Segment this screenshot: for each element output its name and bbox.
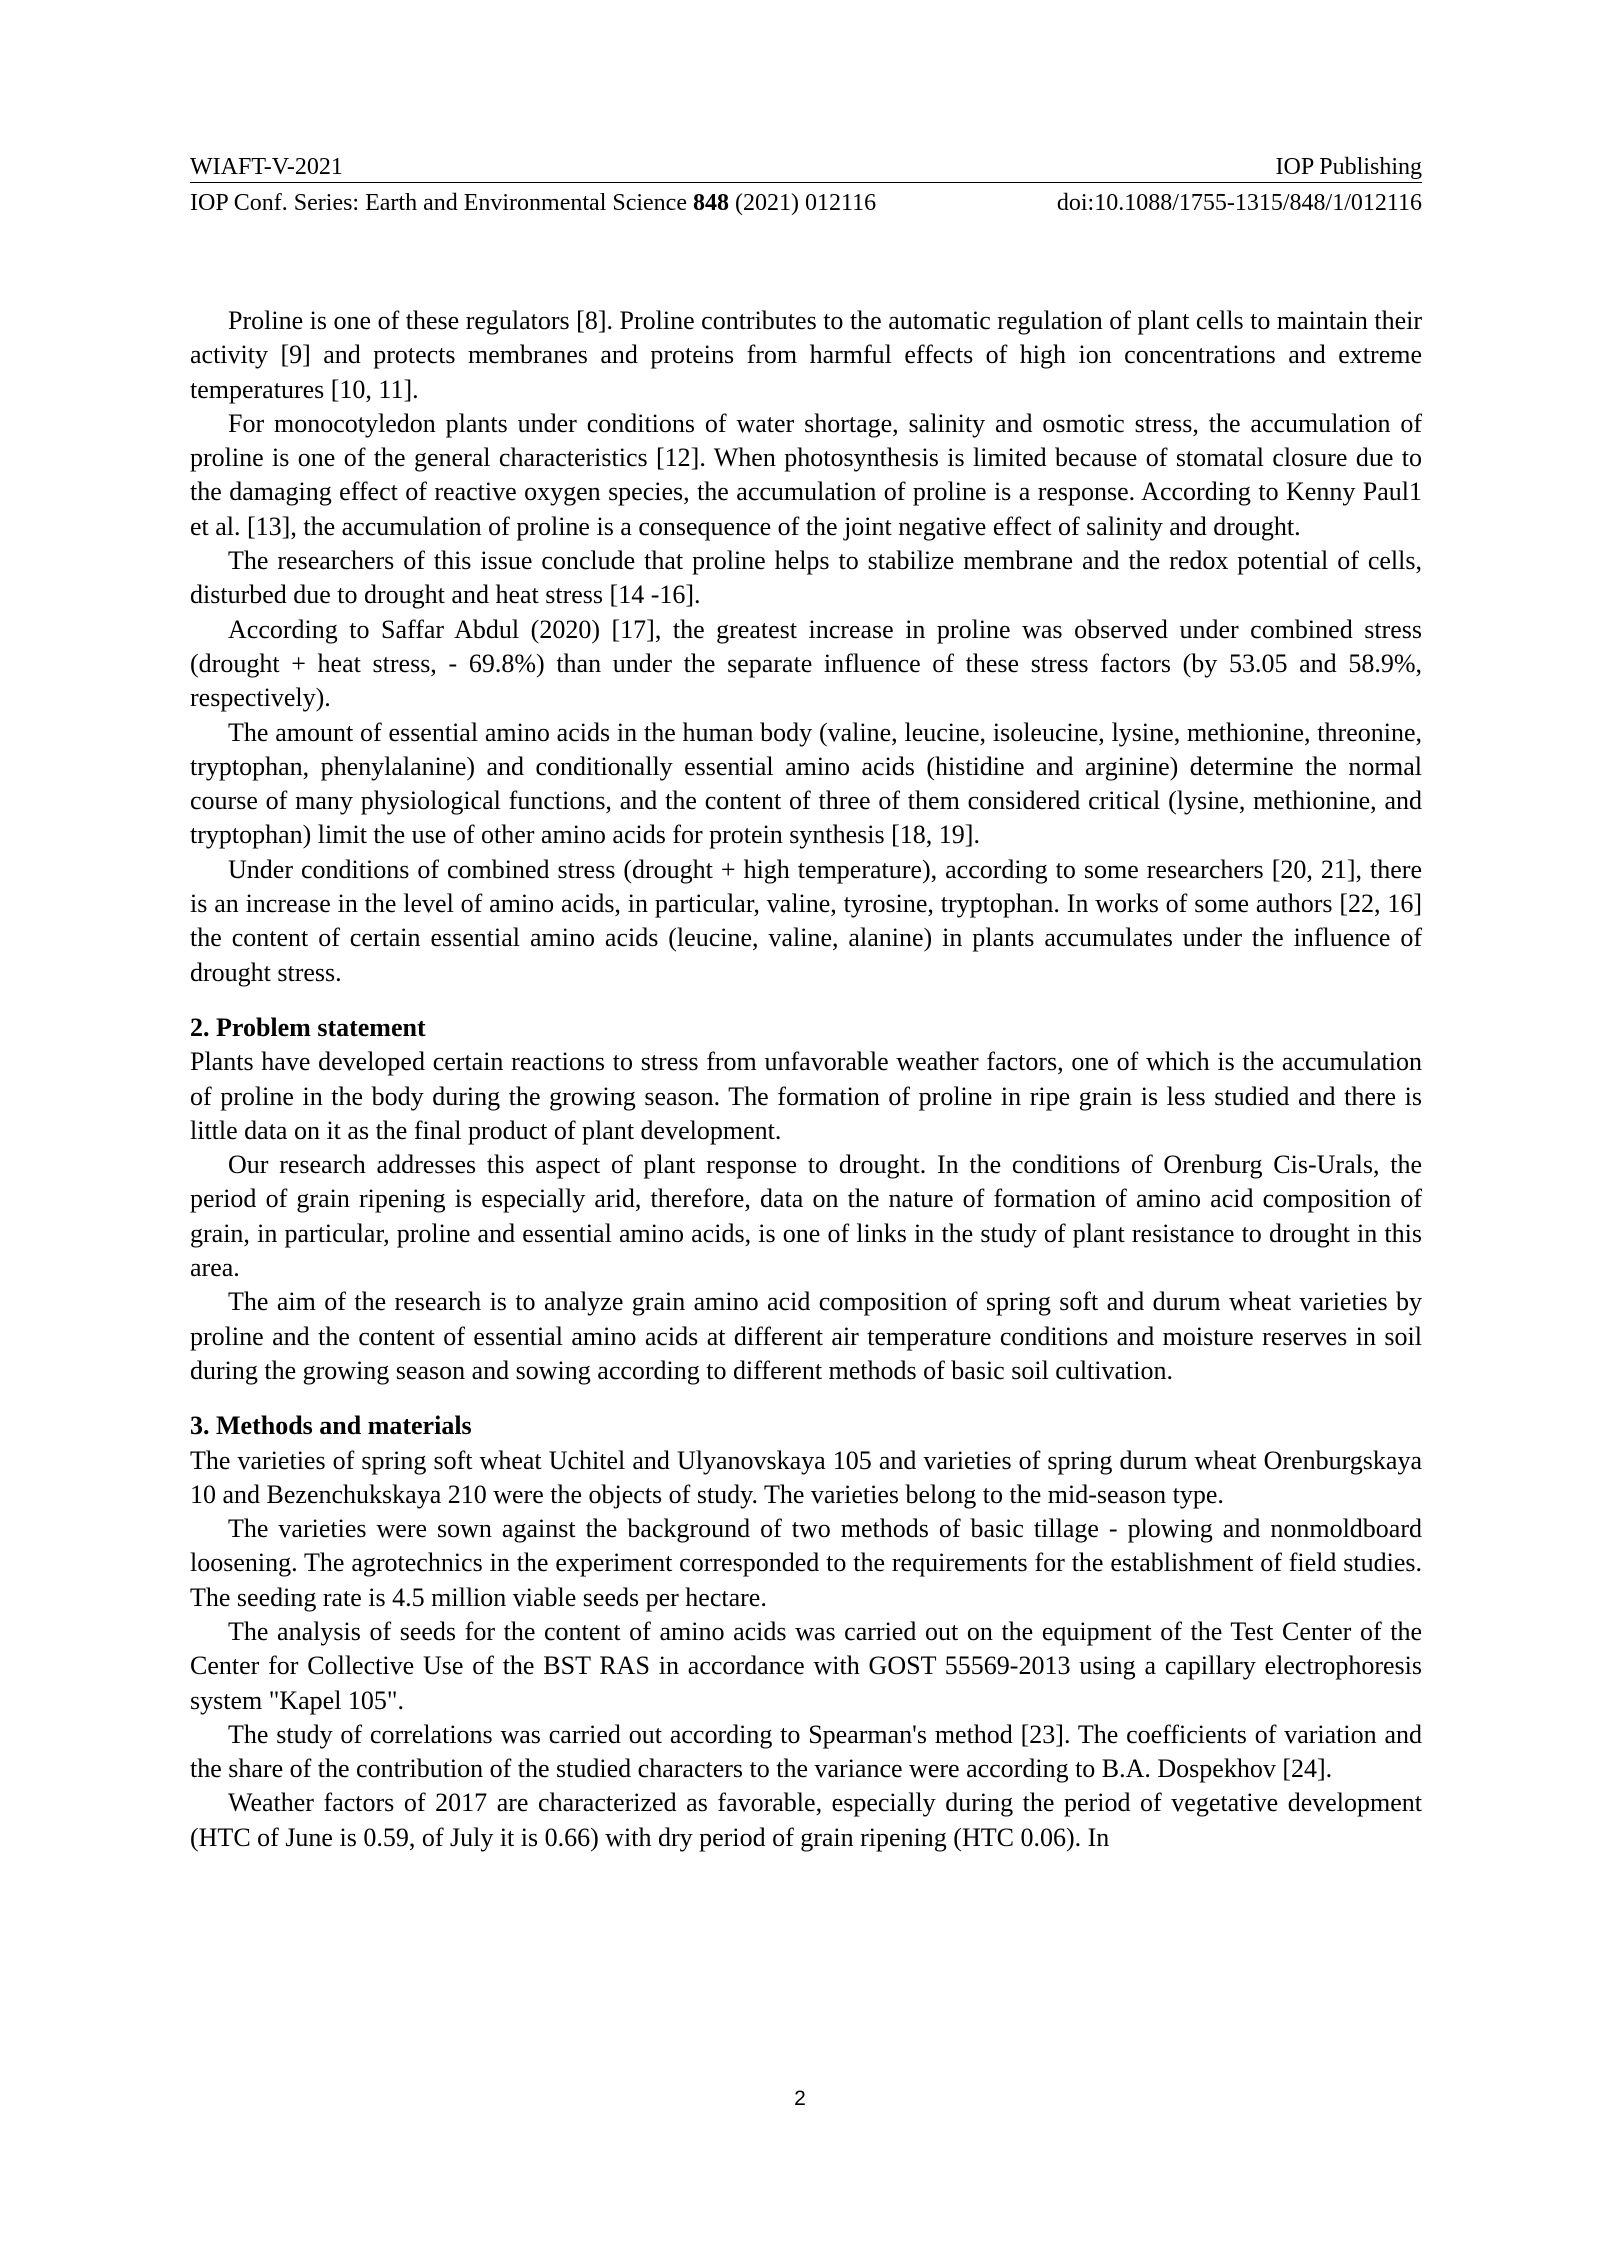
paragraph: The amount of essential amino acids in the human body (valine, leucine, isoleucine, lysine, methionine, threonine, tryptophan, phenylalanine) and conditionally essential amino acids (histidine and arginine) determine the normal course of many physiological functions, and the content of three of them considered critical (lysine, methionine, and tryptophan) limit the use of other amino acids for protein synthesis [18, 19]. bbox=[190, 717, 1422, 850]
paragraph: The aim of the research is to analyze grain amino acid composition of spring soft and durum wheat varieties by proline and the content of essential amino acids at different air temperature conditions and moisture reserves in soil during the growing season and sowing according to different methods of basic soil cultivation. bbox=[190, 1287, 1422, 1385]
paragraph: For monocotyledon plants under conditions of water shortage, salinity and osmotic stress, the accumulation of proline is one of the general characteristics [12]. When photosynthesis is limited because of stomatal closure due to the damaging effect of reactive oxygen species, the accumulation of proline is a response. According to Kenny Paul1 et al. [13], the accumulation of proline is a consequence of the joint negative effect of salinity and drought. bbox=[190, 408, 1422, 541]
running-header-top bbox=[190, 150, 1422, 183]
series-name: IOP Conf. Series: Earth and Environmental Science bbox=[190, 190, 693, 216]
section-heading-methods-and-materials: 3. Methods and materials bbox=[190, 1411, 472, 1441]
body-text bbox=[190, 304, 1422, 1855]
paragraph: The varieties were sown against the background of two methods of basic tillage - plowing and nonmoldboard loosening. The agrotechnics in the experiment corresponded to the requirements for the establishment of field studies. The seeding rate is 4.5 million viable seeds per hectare. bbox=[190, 1514, 1422, 1612]
publisher-name: IOP Publishing bbox=[1275, 154, 1422, 180]
doi: doi:10.1088/1755-1315/848/1/012116 bbox=[1056, 190, 1422, 216]
paragraph: The study of correlations was carried out according to Spearman's method [23]. The coefficients of variation and the share of the contribution of the studied characters to the variance were according to B.A. Dospekhov [24]. bbox=[190, 1719, 1422, 1784]
article-number: (2021) 012116 bbox=[728, 190, 877, 216]
running-header-bottom bbox=[190, 186, 1422, 218]
section-gap bbox=[190, 990, 1422, 1011]
section-gap bbox=[190, 1388, 1422, 1409]
paragraph: The analysis of seeds for the content of amino acids was carried out on the equipment of the Test Center of the Center for Collective Use of the BST RAS in accordance with GOST 55569-2013 using a capillary electrophoresis system "Kapel 105". bbox=[190, 1616, 1422, 1715]
volume-number: 848 bbox=[692, 190, 729, 216]
conference-name: WIAFT-V-2021 bbox=[190, 154, 343, 180]
page-number: 2 bbox=[794, 2087, 806, 2110]
paragraph: Proline is one of these regulators [8]. Proline contributes to the automatic regulation of plant cells to maintain their activity [9] and protects membranes and proteins from harmful effects of high ion concentrations and extreme temperatures [10, 11]. bbox=[190, 306, 1422, 404]
paragraph: Our research addresses this aspect of plant response to drought. In the conditions of Orenburg Cis-Urals, the period of grain ripening is especially arid, therefore, data on the nature of formation of amino acid composition of grain, in particular, proline and essential amino acids, is one of links in the study of plant resistance to drought in this area. bbox=[190, 1150, 1422, 1283]
paragraph: Weather factors of 2017 are characterized as favorable, especially during the period of vegetative development (HTC of June is 0.59, of July it is 0.66) with dry period of grain ripening (HTC 0.06). In bbox=[190, 1788, 1422, 1852]
paragraph: Plants have developed certain reactions to stress from unfavorable weather factors, one of which is the accumulation of proline in the body during the growing season. The formation of proline in ripe grain is less studied and there is little data on it as the final product of plant development. bbox=[190, 1047, 1422, 1145]
paragraph: Under conditions of combined stress (drought + high temperature), according to some researchers [20, 21], there is an increase in the level of amino acids, in particular, valine, tyrosine, tryptophan. In works of some authors [22, 16] the content of certain essential amino acids (leucine, valine, alanine) in plants accumulates under the influence of drought stress. bbox=[190, 854, 1422, 987]
paragraph: According to Saffar Abdul (2020) [17], the greatest increase in proline was observed under combined stress (drought + heat stress, - 69.8%) than under the separate influence of these stress factors (by 53.05 and 58.9%, respectively). bbox=[190, 614, 1422, 713]
paragraph: The researchers of this issue conclude that proline helps to stabilize membrane and the redox potential of cells, disturbed due to drought and heat stress [14 -16]. bbox=[190, 546, 1422, 610]
section-heading-problem-statement: 2. Problem statement bbox=[190, 1012, 426, 1042]
paragraph: The varieties of spring soft wheat Uchitel and Ulyanovskaya 105 and varieties of spring durum wheat Orenburgskaya 10 and Bezenchukskaya 210 were the objects of study. The varieties belong to the mid-season type. bbox=[190, 1445, 1422, 1509]
journal-citation bbox=[190, 188, 876, 218]
